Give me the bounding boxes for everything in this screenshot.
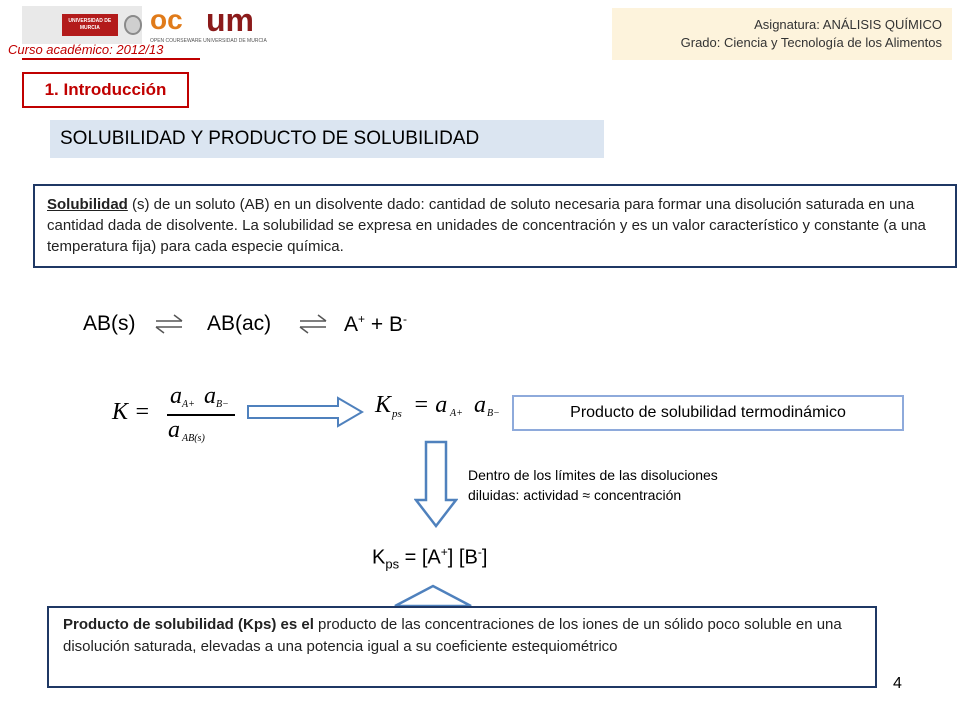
kps-a2: a (474, 392, 486, 418)
page-number: 4 (893, 675, 902, 692)
eq-plus-anion: + B (370, 313, 403, 336)
course-year: Curso académico: 2012/13 (8, 42, 164, 57)
subject-box (612, 8, 952, 60)
ocw-logo-sub: OPEN COURSEWARE UNIVERSIDAD DE MURCIA (150, 38, 267, 44)
eq-ions (344, 312, 407, 337)
dilute-note-line1: Dentro de los límites de las disoluciones (468, 467, 718, 483)
equilibrium-arrow-icon (152, 313, 188, 335)
header-divider (22, 58, 200, 60)
subject-label: Asignatura: ANÁLISIS QUÍMICO (754, 17, 942, 32)
kps-lhs-sub: ps (392, 408, 402, 420)
k-lhs: K = (112, 399, 151, 425)
kps-final-end: ] (481, 546, 488, 569)
kps-lhs: K (375, 392, 392, 418)
solubility-definition-text: (s) de un soluto (AB) en un disolvente dado: cantidad de soluto necesaria para formar una disolución saturada en una cantidad dada de disolvente. La solubilidad se expresa en unidades de concentración y es un valor característico y constante (a una temperatura fija) para cada especie química. (47, 196, 926, 255)
activity-equilibrium-constant (112, 385, 237, 447)
ocw-logo-right: um (206, 2, 254, 38)
kps-thermodynamic-label: Producto de solubilidad termodinámico (512, 395, 904, 431)
k-num-s1: A+ (182, 399, 195, 410)
kps-s1: A+ (450, 408, 463, 419)
k-num-s2: B− (216, 399, 229, 410)
right-arrow-icon (246, 395, 366, 429)
university-logo-text: UNIVERSIDAD DE MURCIA (62, 14, 118, 36)
kps-definition-term: Producto de solubilidad (Kps) es el (63, 616, 314, 633)
kps-final-anion-charge: - (477, 545, 482, 559)
kps-final-sub: ps (385, 556, 400, 572)
k-den-a: a (168, 417, 180, 443)
ocw-logo (150, 2, 267, 44)
section-tag: 1. Introducción (22, 72, 189, 108)
kps-final-eq: = [A (399, 546, 441, 569)
k-num-a2: a (204, 383, 216, 409)
eq-anion-charge: - (402, 312, 407, 326)
eq-aqueous: AB(ac) (207, 312, 272, 335)
solubility-definition-box (33, 184, 957, 268)
eq-cation-charge: + (358, 312, 366, 326)
up-arrow-icon (393, 584, 473, 608)
dilute-solution-note (468, 465, 718, 505)
kps-final-mid: ] [B (447, 546, 478, 569)
solubility-term: Solubilidad (47, 196, 128, 213)
kps-definition-box (47, 606, 877, 688)
eq-solid: AB(s) (83, 312, 136, 335)
kps-s2: B− (487, 408, 500, 419)
dilute-note-line2: diluidas: actividad ≈ concentración (468, 487, 682, 503)
slide-title: SOLUBILIDAD Y PRODUCTO DE SOLUBILIDAD (50, 120, 604, 158)
equilibrium-arrow-icon (296, 313, 332, 335)
kps-concentration-expression (372, 545, 487, 572)
eq-cation: A (344, 313, 359, 336)
kps-final-cation-charge: + (440, 545, 448, 559)
degree-label: Grado: Ciencia y Tecnología de los Alimentos (680, 35, 942, 50)
ocw-logo-left: oc (150, 4, 183, 35)
university-seal-icon (124, 15, 142, 35)
fraction-bar (167, 414, 235, 416)
k-den-s: AB(s) (182, 433, 205, 444)
university-logo (22, 6, 142, 44)
thermodynamic-kps-formula (375, 390, 510, 430)
kps-final-k: K (372, 546, 386, 569)
kps-definition-text: producto de las concentraciones de los iones de un sólido poco soluble en una disolución saturada, elevadas a una potencia igual a su coeficiente estequiométrico (63, 616, 842, 655)
k-num-a1: a (170, 383, 182, 409)
kps-eq: = a (413, 392, 448, 418)
down-arrow-icon (414, 440, 458, 528)
